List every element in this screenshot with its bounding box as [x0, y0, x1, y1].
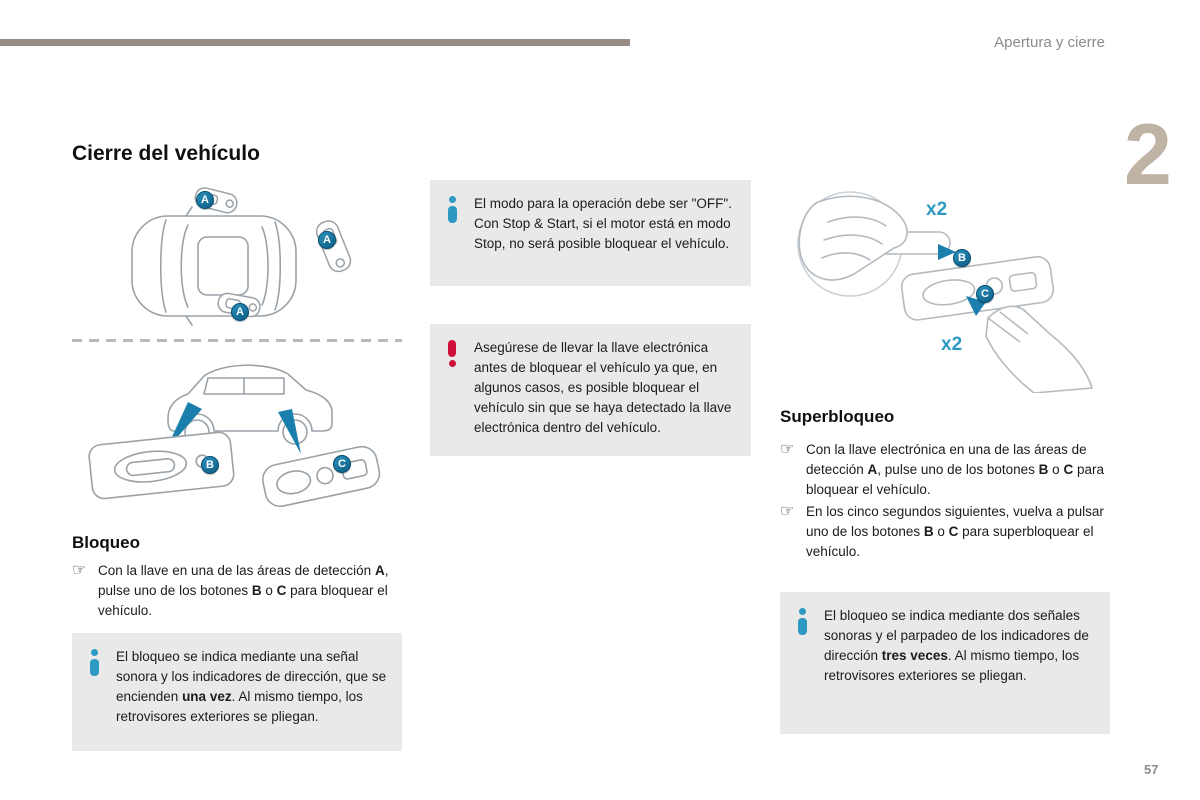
- badge-a-2: A: [318, 231, 336, 249]
- badge-a-3: A: [231, 303, 249, 321]
- remote-closeup: [260, 444, 382, 509]
- bloqueo-step-1: [72, 561, 408, 621]
- illustration-car-rear-arrows: [72, 352, 402, 524]
- badge-b-2: B: [953, 249, 971, 267]
- illustration-lock-buttons: [788, 188, 1110, 393]
- info-box-mode-off: [430, 180, 751, 286]
- warning-icon: [448, 340, 456, 367]
- section-header: Apertura y cierre: [994, 34, 1105, 51]
- superbloqueo-steps: [780, 440, 1116, 562]
- page-number: 57: [1144, 762, 1159, 777]
- pointer-hand-icon: ☞: [780, 441, 795, 458]
- pointing-hand: [986, 306, 1092, 393]
- bloqueo-step-1-text: Con la llave en una de las áreas de detección A, pulse uno de los botones B o C para bloquear el vehículo.: [98, 563, 389, 618]
- page-title: Cierre del vehículo: [72, 142, 260, 165]
- superbloqueo-step-2-text: En los cinco segundos siguientes, vuelva a pulsar uno de los botones B o C para superbloquear el vehículo.: [806, 504, 1104, 559]
- badge-c-2: C: [976, 285, 994, 303]
- heading-superbloqueo: Superbloqueo: [780, 407, 895, 426]
- info-box-superbloqueo: [780, 592, 1110, 734]
- superbloqueo-step-2: [780, 502, 1116, 562]
- bloqueo-steps: [72, 561, 408, 621]
- badge-b-1: B: [201, 456, 219, 474]
- warning-box-text: Asegúrese de llevar la llave electrónica antes de bloquear el vehículo ya que, en algunos casos, es posible bloquear el vehículo sin que se haya detectado la llave electrónica dentro del vehículo.: [474, 340, 732, 435]
- x2-label-top: x2: [926, 199, 948, 220]
- info-box-bloqueo-text: El bloqueo se indica mediante una señal sonora y los indicadores de dirección, que se encienden una vez. Al mismo tiempo, los retrovisores exteriores se pliegan.: [116, 649, 387, 724]
- info-box-bloqueo: [72, 633, 402, 751]
- pointer-hand-icon: ☞: [780, 503, 795, 520]
- pointer-hand-icon: ☞: [72, 562, 87, 579]
- info-icon: [798, 608, 807, 635]
- x2-label-bottom: x2: [941, 334, 963, 355]
- heading-bloqueo: Bloqueo: [72, 533, 140, 552]
- chapter-number: 2: [1124, 107, 1172, 203]
- warning-box-electronic-key: [430, 324, 751, 456]
- info-icon: [448, 196, 457, 223]
- hand-on-handle: [799, 196, 907, 280]
- header-rule: [0, 39, 630, 46]
- badge-c-1: C: [333, 455, 351, 473]
- info-box-superbloqueo-text: El bloqueo se indica mediante dos señales sonoras y el parpadeo de los indicadores de dirección tres veces. Al mismo tiempo, los retrovisores exteriores se pliegan.: [824, 608, 1089, 683]
- superbloqueo-step-1: [780, 440, 1116, 500]
- info-box-mode-off-text: El modo para la operación debe ser "OFF". Con Stop & Start, si el motor está en modo Stop, no será posible bloquear el vehículo.: [474, 196, 732, 251]
- dashed-divider: [72, 339, 402, 342]
- info-icon: [90, 649, 99, 676]
- badge-a-1: A: [196, 191, 214, 209]
- superbloqueo-step-1-text: Con la llave electrónica en una de las áreas de detección A, pulse uno de los botones B o C para bloquear el vehículo.: [806, 442, 1104, 497]
